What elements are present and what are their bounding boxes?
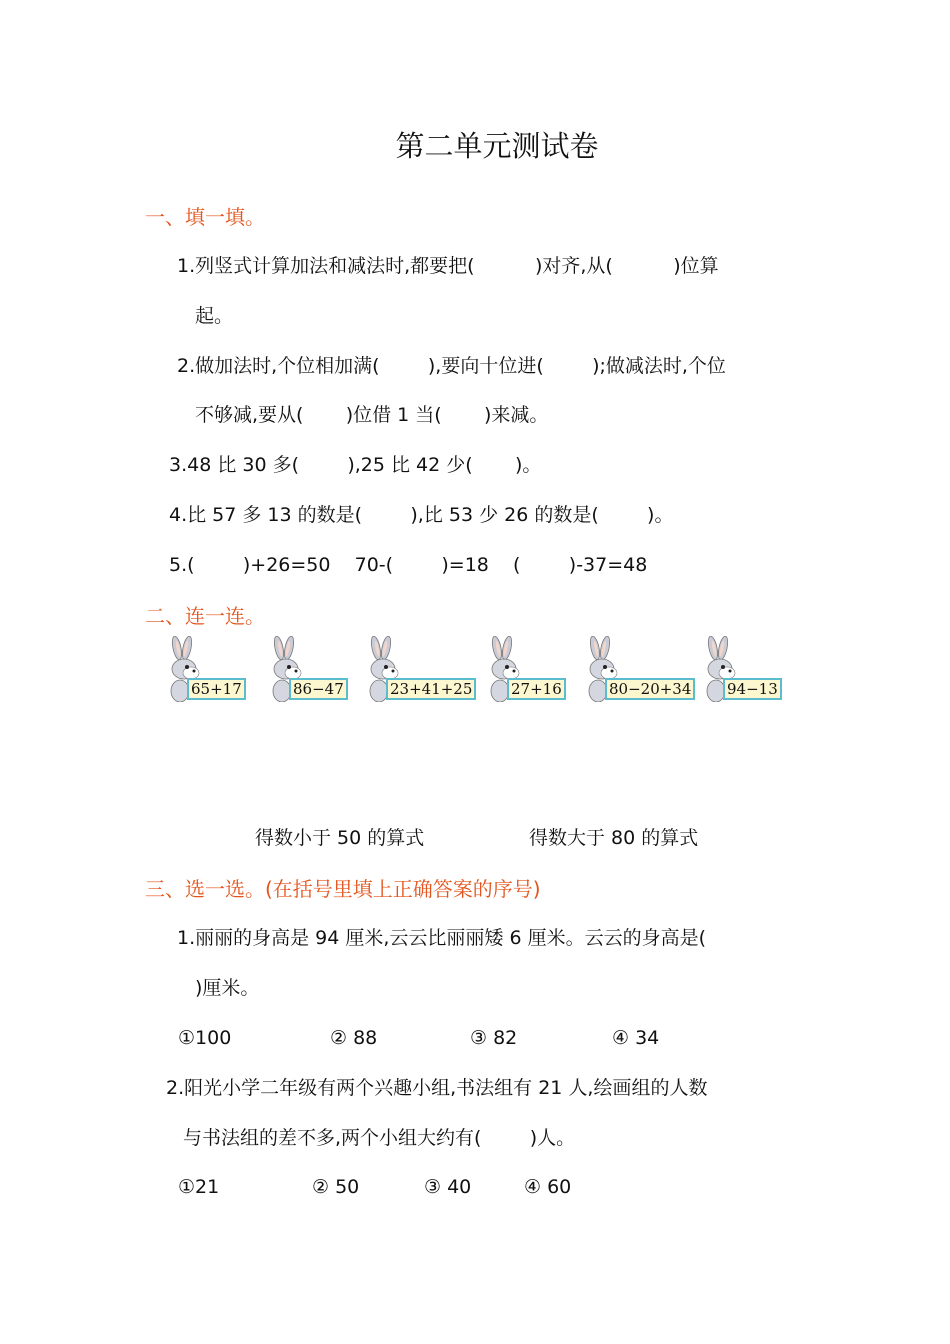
s3-q1-option-1: ①100 <box>178 1027 232 1049</box>
s3-q2-line-1: 2.阳光小学二年级有两个兴趣小组,书法组有 21 人,绘画组的人数 <box>166 1077 708 1099</box>
s3-q2-option-1: ①21 <box>178 1176 220 1198</box>
q1-line-2: 起。 <box>195 305 234 327</box>
box-less-than-50-label: 得数小于 50 的算式 <box>255 827 425 849</box>
box-greater-than-80-label: 得数大于 80 的算式 <box>529 827 699 849</box>
section-2-heading: 二、连一连。 <box>145 604 265 628</box>
s3-q1-line-2: )厘米。 <box>195 977 260 999</box>
expression-label: 86−47 <box>289 678 348 700</box>
expression-label: 65+17 <box>187 678 246 700</box>
q5-line: 5.( )+26=50 70-( )=18 ( )-37=48 <box>169 554 648 576</box>
q2-line-1: 2.做加法时,个位相加满( ),要向十位进( );做减法时,个位 <box>177 355 726 377</box>
s3-q2-line-2: 与书法组的差不多,两个小组大约有( )人。 <box>183 1127 576 1149</box>
s3-q2-option-2: ② 50 <box>312 1176 360 1198</box>
expression-label: 23+41+25 <box>386 678 476 700</box>
s3-q2-option-3: ③ 40 <box>424 1176 472 1198</box>
expression-label: 94−13 <box>723 678 782 700</box>
q4-line: 4.比 57 多 13 的数是( ),比 53 少 26 的数是( )。 <box>169 504 674 526</box>
page-title: 第二单元测试卷 <box>395 129 599 163</box>
s3-q1-option-4: ④ 34 <box>612 1027 660 1049</box>
section-1-heading: 一、填一填。 <box>145 205 265 229</box>
expression-label: 27+16 <box>507 678 566 700</box>
s3-q1-option-3: ③ 82 <box>470 1027 518 1049</box>
s3-q1-option-2: ② 88 <box>330 1027 378 1049</box>
s3-q1-line-1: 1.丽丽的身高是 94 厘米,云云比丽丽矮 6 厘米。云云的身高是( <box>177 927 707 949</box>
section-3-note: (在括号里填上正确答案的序号) <box>265 877 541 901</box>
expression-label: 80−20+34 <box>605 678 695 700</box>
q3-line: 3.48 比 30 多( ),25 比 42 少( )。 <box>169 454 542 476</box>
q2-line-2: 不够减,要从( )位借 1 当( )来减。 <box>195 404 549 426</box>
s3-q2-option-4: ④ 60 <box>524 1176 572 1198</box>
section-3-heading: 三、选一选。 <box>145 877 265 901</box>
q1-line-1: 1.列竖式计算加法和减法时,都要把( )对齐,从( )位算 <box>177 255 719 277</box>
